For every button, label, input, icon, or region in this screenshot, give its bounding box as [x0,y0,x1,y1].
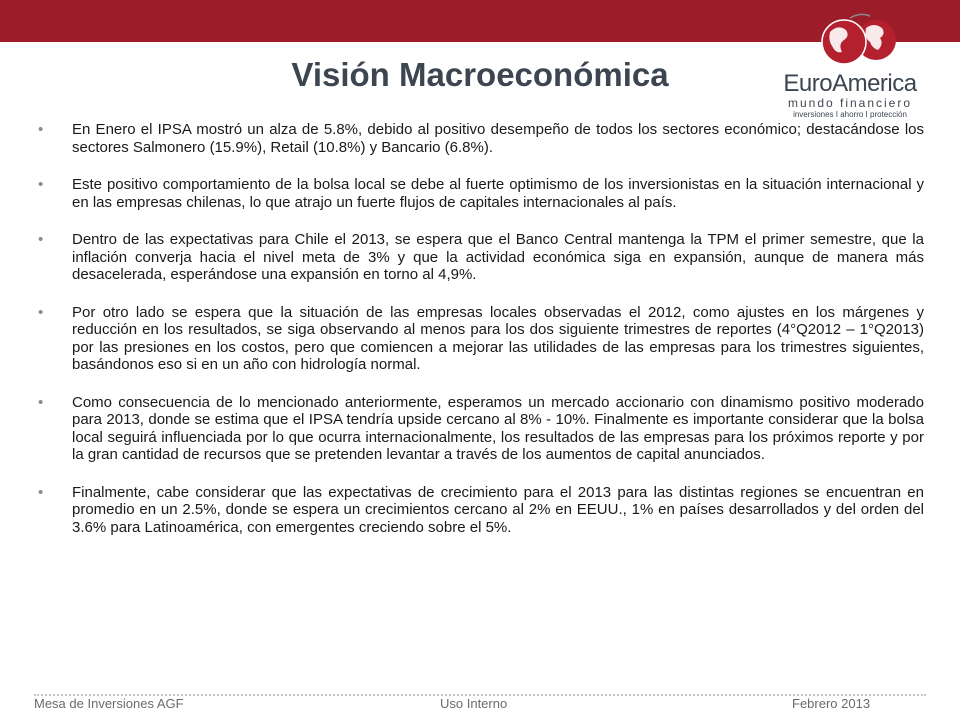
footer-classification: Uso Interno [440,696,508,711]
footer-department: Mesa de Inversiones AGF [34,696,184,711]
company-logo [770,8,930,118]
bullet-text: Dentro de las expectativas para Chile el 2013, se espera que el Banco Central mantenga la TPM el primer semestre, que la inflación converja hacia el nivel meta de 3% y que la actividad económica siga en expansión, aunque de manera más desacelerada, esperándose una expansión en torno al 4,9%. [72,231,924,283]
footer-date: Febrero 2013 [792,696,871,711]
list-item [38,484,924,537]
globe-logo-icon [820,10,900,72]
bullet-icon: • [38,303,44,321]
list-item [38,176,924,211]
bullet-list [38,121,924,556]
list-item [38,304,924,374]
logo-tagline: mundo financiero [787,96,913,110]
list-item [38,394,924,464]
list-item [38,231,924,284]
list-item [38,121,924,156]
bullet-text: Finalmente, cabe considerar que las expectativas de crecimiento para el 2013 para las distintas regiones se encuentran en promedio en un 2.5%, donde se espera un crecimientos cercano al 2% en EEUU., 1% en países desarrollados y del orden del 3.6% para Latinoamérica, con emergentes creciendo sobre el 5%. [72,483,924,536]
bullet-icon: • [38,393,44,411]
bullet-icon: • [38,121,44,138]
bullet-icon: • [38,231,44,248]
bullet-icon: • [38,483,44,501]
bullet-text: Como consecuencia de lo mencionado anteriormente, esperamos un mercado accionario con dinamismo positivo moderado para 2013, donde se estima que el IPSA tendría upside cercano al 8% - 10%. Finalmente es importante considerar que la bolsa local seguirá influenciada por lo que ocurra internacionalmente, los resultados de las empresas para los próximos reporte y por la gran cantidad de recursos que se pretenden levantar a través de los aumentos de capital anunciados. [72,393,924,463]
logo-motto: inversiones I ahorro I protección [793,110,907,119]
bullet-text: Por otro lado se espera que la situación de las empresas locales observadas el 2012, como ajustes en los márgenes y reducción en los resultados, se siga observando al menos para los dos siguiente trimestres de reportes (4°Q2012 – 1°Q2013) por las presiones en los costos, pero que comiencen a mejorar las utilidades de las empresas para los trimestres siguientes, basándonos eso si en un año con hidrología normal. [72,303,924,373]
logo-brand: EuroAmerica [783,70,917,97]
bullet-icon: • [38,176,44,193]
bullet-text: En Enero el IPSA mostró un alza de 5.8%, debido al positivo desempeño de todos los sectores económico; destacándose los sectores Salmonero (15.9%), Retail (10.8%) y Bancario (6.8%). [72,121,924,156]
page-title: Visión Macroeconómica [291,56,669,93]
bullet-text: Este positivo comportamiento de la bolsa local se debe al fuerte optimismo de los inversionistas en la situación internacional y en las empresas chilenas, lo que atrajo un fuerte flujos de capitales internacionales al país. [72,176,924,211]
